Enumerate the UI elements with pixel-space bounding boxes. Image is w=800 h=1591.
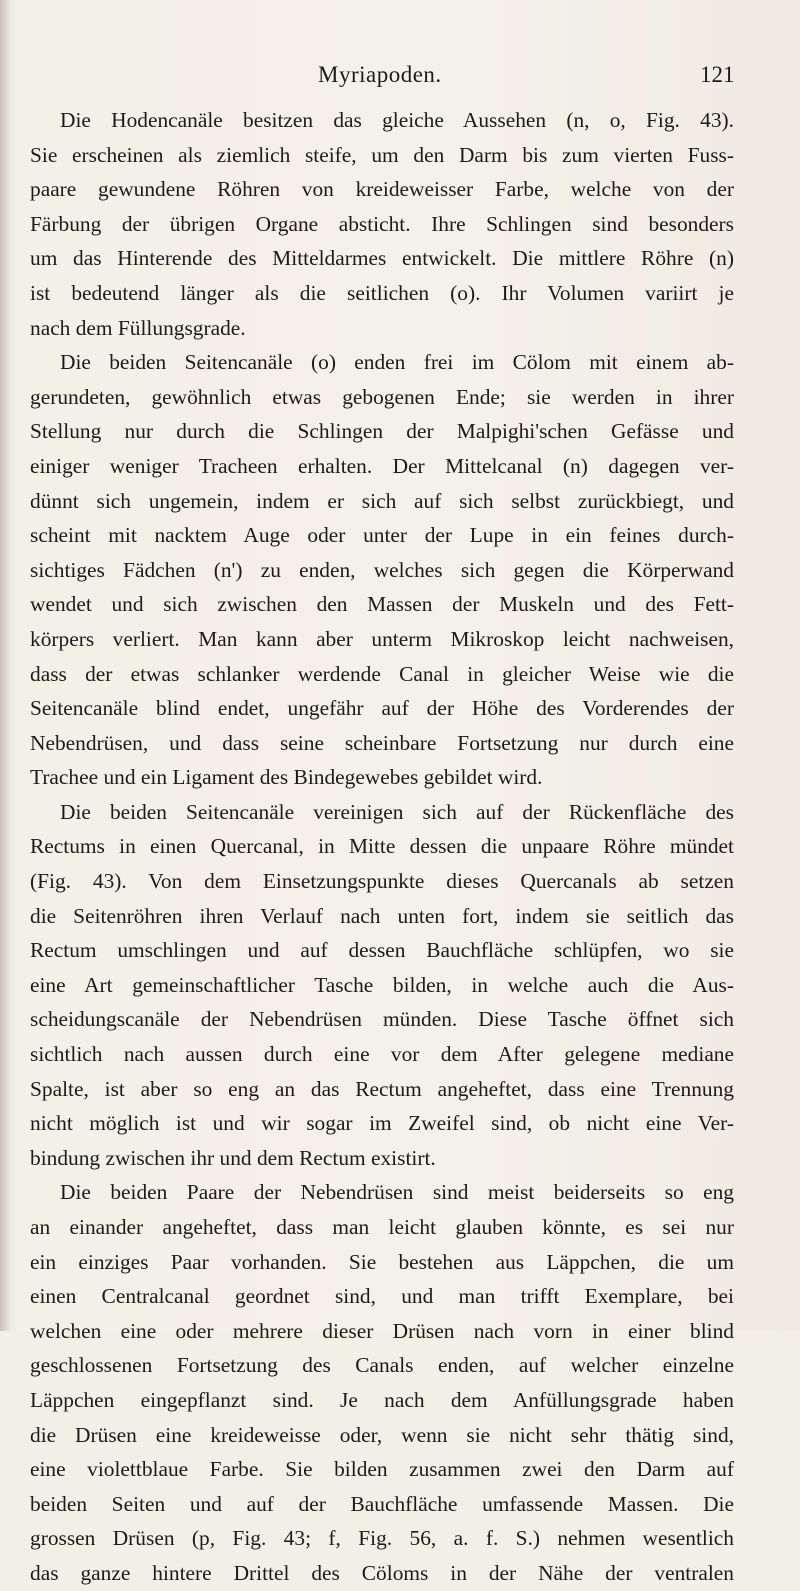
text-line: Läppchen eingepflanzt sind. Je nach dem Anfüllungsgrade haben xyxy=(30,1387,734,1412)
text-line: grossen Drüsen (p, Fig. 43; f, Fig. 56, a. f. S.) nehmen wesentlich xyxy=(30,1526,734,1551)
text-line: Rectum umschlingen und auf dessen Bauchfläche schlüpfen, wo sie xyxy=(30,938,734,963)
text-line: eine Art gemeinschaftlicher Tasche bilden, in welche auch die Aus- xyxy=(30,972,734,997)
running-title: Myriapoden. xyxy=(318,62,442,87)
text-line: gerundeten, gewöhnlich etwas gebogenen Ende; sie werden in ihrer xyxy=(30,384,734,409)
text-line: dass der etwas schlanker werdende Canal in gleicher Weise wie die xyxy=(30,661,734,686)
text-line: geschlossenen Fortsetzung des Canals enden, auf welcher einzelne xyxy=(30,1353,734,1378)
text-line: um das Hinterende des Mitteldarmes entwickelt. Die mittlere Röhre (n) xyxy=(30,246,734,271)
text-line: Spalte, ist aber so eng an das Rectum angeheftet, dass eine Trennung xyxy=(30,1076,734,1101)
text-line: ist bedeutend länger als die seitlichen (o). Ihr Volumen variirt je xyxy=(30,280,734,305)
page-number: 121 xyxy=(700,62,735,87)
text-line: Die beiden Paare der Nebendrüsen sind meist beiderseits so eng xyxy=(60,1180,734,1205)
text-line: Die beiden Seitencanäle vereinigen sich auf der Rückenfläche des xyxy=(60,799,734,824)
text-line: die Seitenröhren ihren Verlauf nach unten fort, indem sie seitlich das xyxy=(30,903,734,928)
text-line: nicht möglich ist und wir sogar im Zweifel sind, ob nicht eine Ver- xyxy=(30,1111,734,1136)
text-line: Stellung nur durch die Schlingen der Malpighi'schen Gefässe und xyxy=(30,419,734,444)
text-line: bindung zwischen ihr und dem Rectum existirt. xyxy=(30,1145,436,1170)
text-line: (Fig. 43). Von dem Einsetzungspunkte dieses Quercanals ab setzen xyxy=(30,869,734,894)
text-line: an einander angeheftet, dass man leicht glauben könnte, es sei nur xyxy=(30,1215,734,1239)
text-line: die Drüsen eine kreideweisse oder, wenn sie nicht sehr thätig sind, xyxy=(30,1422,734,1447)
text-line: Seitencanäle blind endet, ungefähr auf der Höhe des Vorderendes der xyxy=(30,696,734,721)
text-line: sichtiges Fädchen (n') zu enden, welches sich gegen die Körperwand xyxy=(30,557,734,582)
page-gutter-shadow xyxy=(0,0,10,1331)
text-line: ein einziges Paar vorhanden. Sie bestehen aus Läppchen, die um xyxy=(30,1249,734,1274)
text-line: Färbung der übrigen Organe absticht. Ihre Schlingen sind besonders xyxy=(30,211,734,236)
body-text xyxy=(30,103,734,1591)
text-line: körpers verliert. Man kann aber unterm Mikroskop leicht nachweisen, xyxy=(30,626,734,651)
text-line: einen Centralcanal geordnet sind, und man trifft Exemplare, bei xyxy=(30,1284,734,1309)
text-line: wendet und sich zwischen den Massen der Muskeln und des Fett- xyxy=(30,592,734,617)
text-line: Nebendrüsen, und dass seine scheinbare Fortsetzung nur durch eine xyxy=(30,730,734,755)
text-line: Sie erscheinen als ziemlich steife, um den Darm bis zum vierten Fuss- xyxy=(30,142,734,167)
text-line: eine violettblaue Farbe. Sie bilden zusammen zwei den Darm auf xyxy=(30,1457,734,1482)
text-line: nach dem Füllungsgrade. xyxy=(30,315,246,340)
text-line: Die Hodencanäle besitzen das gleiche Aussehen (n, o, Fig. 43). xyxy=(60,108,734,132)
text-line: dünnt sich ungemein, indem er sich auf sich selbst zurückbiegt, und xyxy=(30,488,734,513)
text-line: sichtlich nach aussen durch eine vor dem After gelegene mediane xyxy=(30,1042,734,1067)
text-line: welchen eine oder mehrere dieser Drüsen nach vorn in einer blind xyxy=(30,1318,734,1343)
text-line: paare gewundene Röhren von kreideweisser Farbe, welche von der xyxy=(30,177,734,202)
text-line: Die beiden Seitencanäle (o) enden frei im Cölom mit einem ab- xyxy=(60,350,734,375)
text-line: Trachee und ein Ligament des Bindegewebes gebildet wird. xyxy=(30,765,543,790)
running-header xyxy=(0,62,800,92)
text-line: beiden Seiten und auf der Bauchfläche umfassende Massen. Die xyxy=(30,1491,734,1516)
text-line: einiger weniger Tracheen erhalten. Der Mittelcanal (n) dagegen ver- xyxy=(30,453,734,478)
text-line: scheint mit nacktem Auge oder unter der Lupe in ein feines durch- xyxy=(30,523,734,548)
text-line: das ganze hintere Drittel des Cöloms in der Nähe der ventralen xyxy=(30,1560,734,1585)
text-line: Rectums in einen Quercanal, in Mitte dessen die unpaare Röhre mündet xyxy=(30,834,734,859)
text-line: scheidungscanäle der Nebendrüsen münden. Diese Tasche öffnet sich xyxy=(30,1007,734,1032)
